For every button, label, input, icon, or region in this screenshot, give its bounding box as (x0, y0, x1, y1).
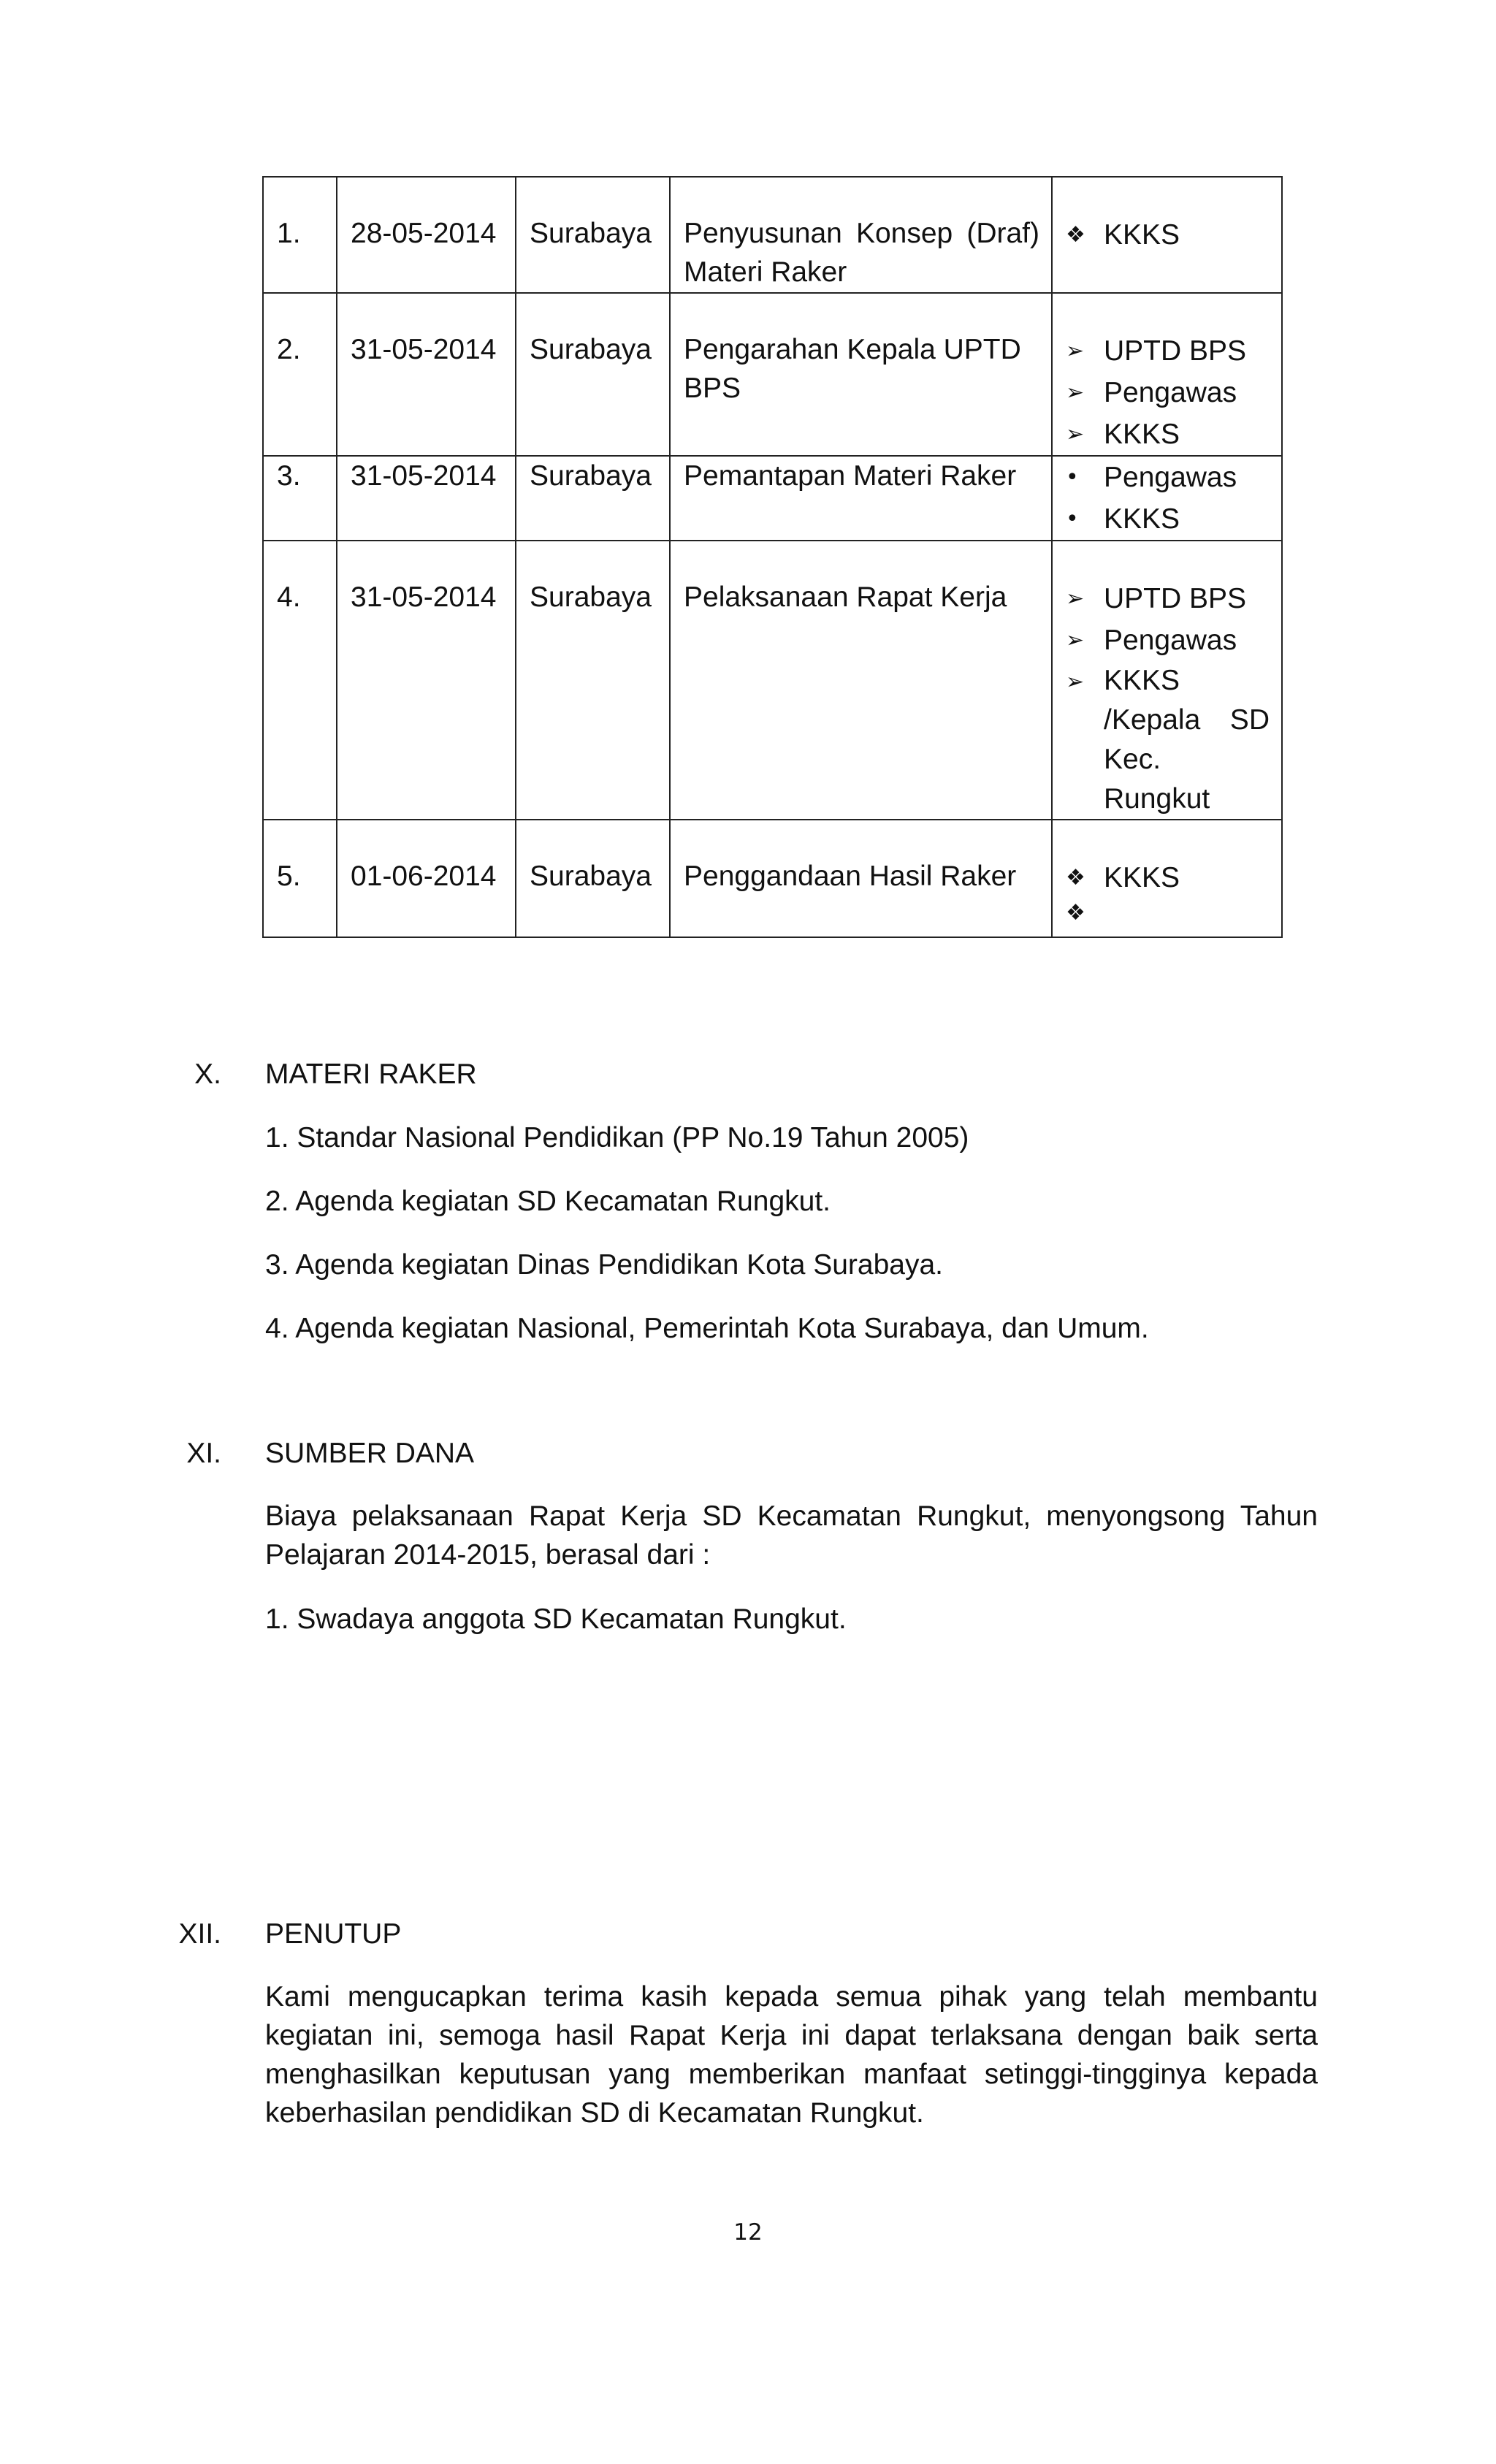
row-date: 31-05-2014 (351, 460, 497, 492)
row-activity: Pemantapan Materi Raker (684, 460, 1017, 492)
pic-list (1053, 541, 1281, 819)
place-cell (516, 820, 670, 937)
pic-item: ➢ UPTD BPS (1053, 578, 1281, 619)
closing-paragraph: Kami mengucapkan terima kasih kepada semua pihak yang telah membantu kegiatan ini, semoga hasil Rapat Kerja ini dapat terlaksana dengan baik serta menghasilkan keputusan yang memberikan manfaat setinggi-tingginya kepada keberhasilan pendidikan SD di Kecamatan Rungkut. (265, 1981, 1318, 2129)
pic-item: • Pengawas (1053, 457, 1281, 498)
place-cell (516, 293, 670, 456)
pic-list (1053, 294, 1281, 455)
activity-cell (670, 456, 1052, 541)
table-row (263, 541, 1282, 820)
section-title: PENUTUP (265, 1918, 402, 1950)
pic-cell (1052, 541, 1282, 820)
pic-item: ➢ KKKS /Kepala SD Kec. Rungkut (1053, 661, 1281, 819)
row-activity: Pengarahan Kepala UPTD BPS (684, 334, 1021, 404)
table-row (263, 177, 1282, 293)
pic-cell (1052, 293, 1282, 456)
row-place: Surabaya (530, 460, 652, 492)
row-number: 5. (277, 861, 301, 892)
section-title: SUMBER DANA (265, 1438, 475, 1469)
pic-list (1053, 820, 1281, 926)
activity-cell (670, 820, 1052, 937)
activity-cell (670, 293, 1052, 456)
row-date: 31-05-2014 (351, 581, 497, 613)
row-place: Surabaya (530, 581, 652, 613)
row-number-cell (263, 293, 337, 456)
row-place: Surabaya (530, 334, 652, 365)
row-activity: Penggandaan Hasil Raker (684, 861, 1017, 892)
date-cell (337, 456, 516, 541)
diamond-bullet-icon: ❖ (1066, 900, 1085, 926)
row-number: 1. (277, 218, 301, 249)
pic-item: ➢ Pengawas (1053, 372, 1281, 413)
section-title: MATERI RAKER (265, 1059, 477, 1090)
place-cell (516, 456, 670, 541)
section-number: XI. (186, 1438, 221, 1469)
date-cell (337, 541, 516, 820)
arrow-bullet-icon: ➢ (1066, 669, 1085, 695)
section-number: XII. (178, 1918, 221, 1950)
row-number: 3. (277, 460, 301, 492)
date-cell (337, 820, 516, 937)
list-item: 3. Agenda kegiatan Dinas Pendidikan Kota Surabaya. (265, 1249, 944, 1281)
pic-item: ➢ UPTD BPS (1053, 330, 1281, 372)
date-cell (337, 177, 516, 293)
table-row (263, 456, 1282, 541)
arrow-bullet-icon: ➢ (1066, 586, 1085, 611)
dot-bullet-icon: • (1066, 506, 1079, 532)
row-place: Surabaya (530, 861, 652, 892)
row-number: 2. (277, 334, 301, 365)
row-place: Surabaya (530, 218, 652, 249)
materi-raker-list (265, 1118, 1149, 1348)
list-item: 1. Standar Nasional Pendidikan (PP No.19 Tahun 2005) (265, 1122, 969, 1153)
diamond-bullet-icon: ❖ (1066, 865, 1085, 890)
arrow-bullet-icon: ➢ (1066, 338, 1085, 364)
date-cell (337, 293, 516, 456)
row-date: 01-06-2014 (351, 861, 497, 892)
diamond-bullet-icon: ❖ (1066, 222, 1085, 248)
row-date: 28-05-2014 (351, 218, 497, 249)
row-activity: Penyusunan Konsep (Draf) Materi Raker (684, 218, 1039, 288)
list-item: 2. Agenda kegiatan SD Kecamatan Rungkut. (265, 1186, 831, 1217)
pic-item: ❖ KKKS (1053, 214, 1281, 256)
pic-item: • KKKS (1053, 498, 1281, 540)
pic-cell (1052, 177, 1282, 293)
activity-cell (670, 177, 1052, 293)
pic-item: ➢ Pengawas (1053, 619, 1281, 661)
place-cell (516, 177, 670, 293)
row-activity: Pelaksanaan Rapat Kerja (684, 581, 1007, 613)
row-date: 31-05-2014 (351, 334, 497, 365)
table-row (263, 293, 1282, 456)
row-number-cell (263, 456, 337, 541)
list-item: 1. Swadaya anggota SD Kecamatan Rungkut. (265, 1603, 847, 1635)
sumber-dana-list (265, 1600, 847, 1639)
pic-list (1053, 457, 1281, 540)
activity-cell (670, 541, 1052, 820)
section-number: X. (194, 1059, 221, 1090)
schedule-table (262, 176, 1283, 938)
dot-bullet-icon: • (1066, 465, 1079, 490)
page-number: 12 (733, 2219, 763, 2246)
list-item: 4. Agenda kegiatan Nasional, Pemerintah Kota Surabaya, dan Umum. (265, 1313, 1149, 1344)
pic-cell (1052, 456, 1282, 541)
pic-cell (1052, 820, 1282, 937)
table-row (263, 820, 1282, 937)
arrow-bullet-icon: ➢ (1066, 422, 1085, 447)
row-number: 4. (277, 581, 301, 613)
arrow-bullet-icon: ➢ (1066, 380, 1085, 405)
pic-list (1053, 178, 1281, 256)
section-paragraph: Biaya pelaksanaan Rapat Kerja SD Kecamatan Rungkut, menyongsong Tahun Pelajaran 2014-2015, berasal dari : (265, 1500, 1318, 1571)
pic-item: ➢ KKKS (1053, 413, 1281, 455)
row-number-cell (263, 541, 337, 820)
pic-item: ❖ KKKS (1053, 857, 1281, 899)
place-cell (516, 541, 670, 820)
row-number-cell (263, 820, 337, 937)
arrow-bullet-icon: ➢ (1066, 628, 1085, 653)
row-number-cell (263, 177, 337, 293)
